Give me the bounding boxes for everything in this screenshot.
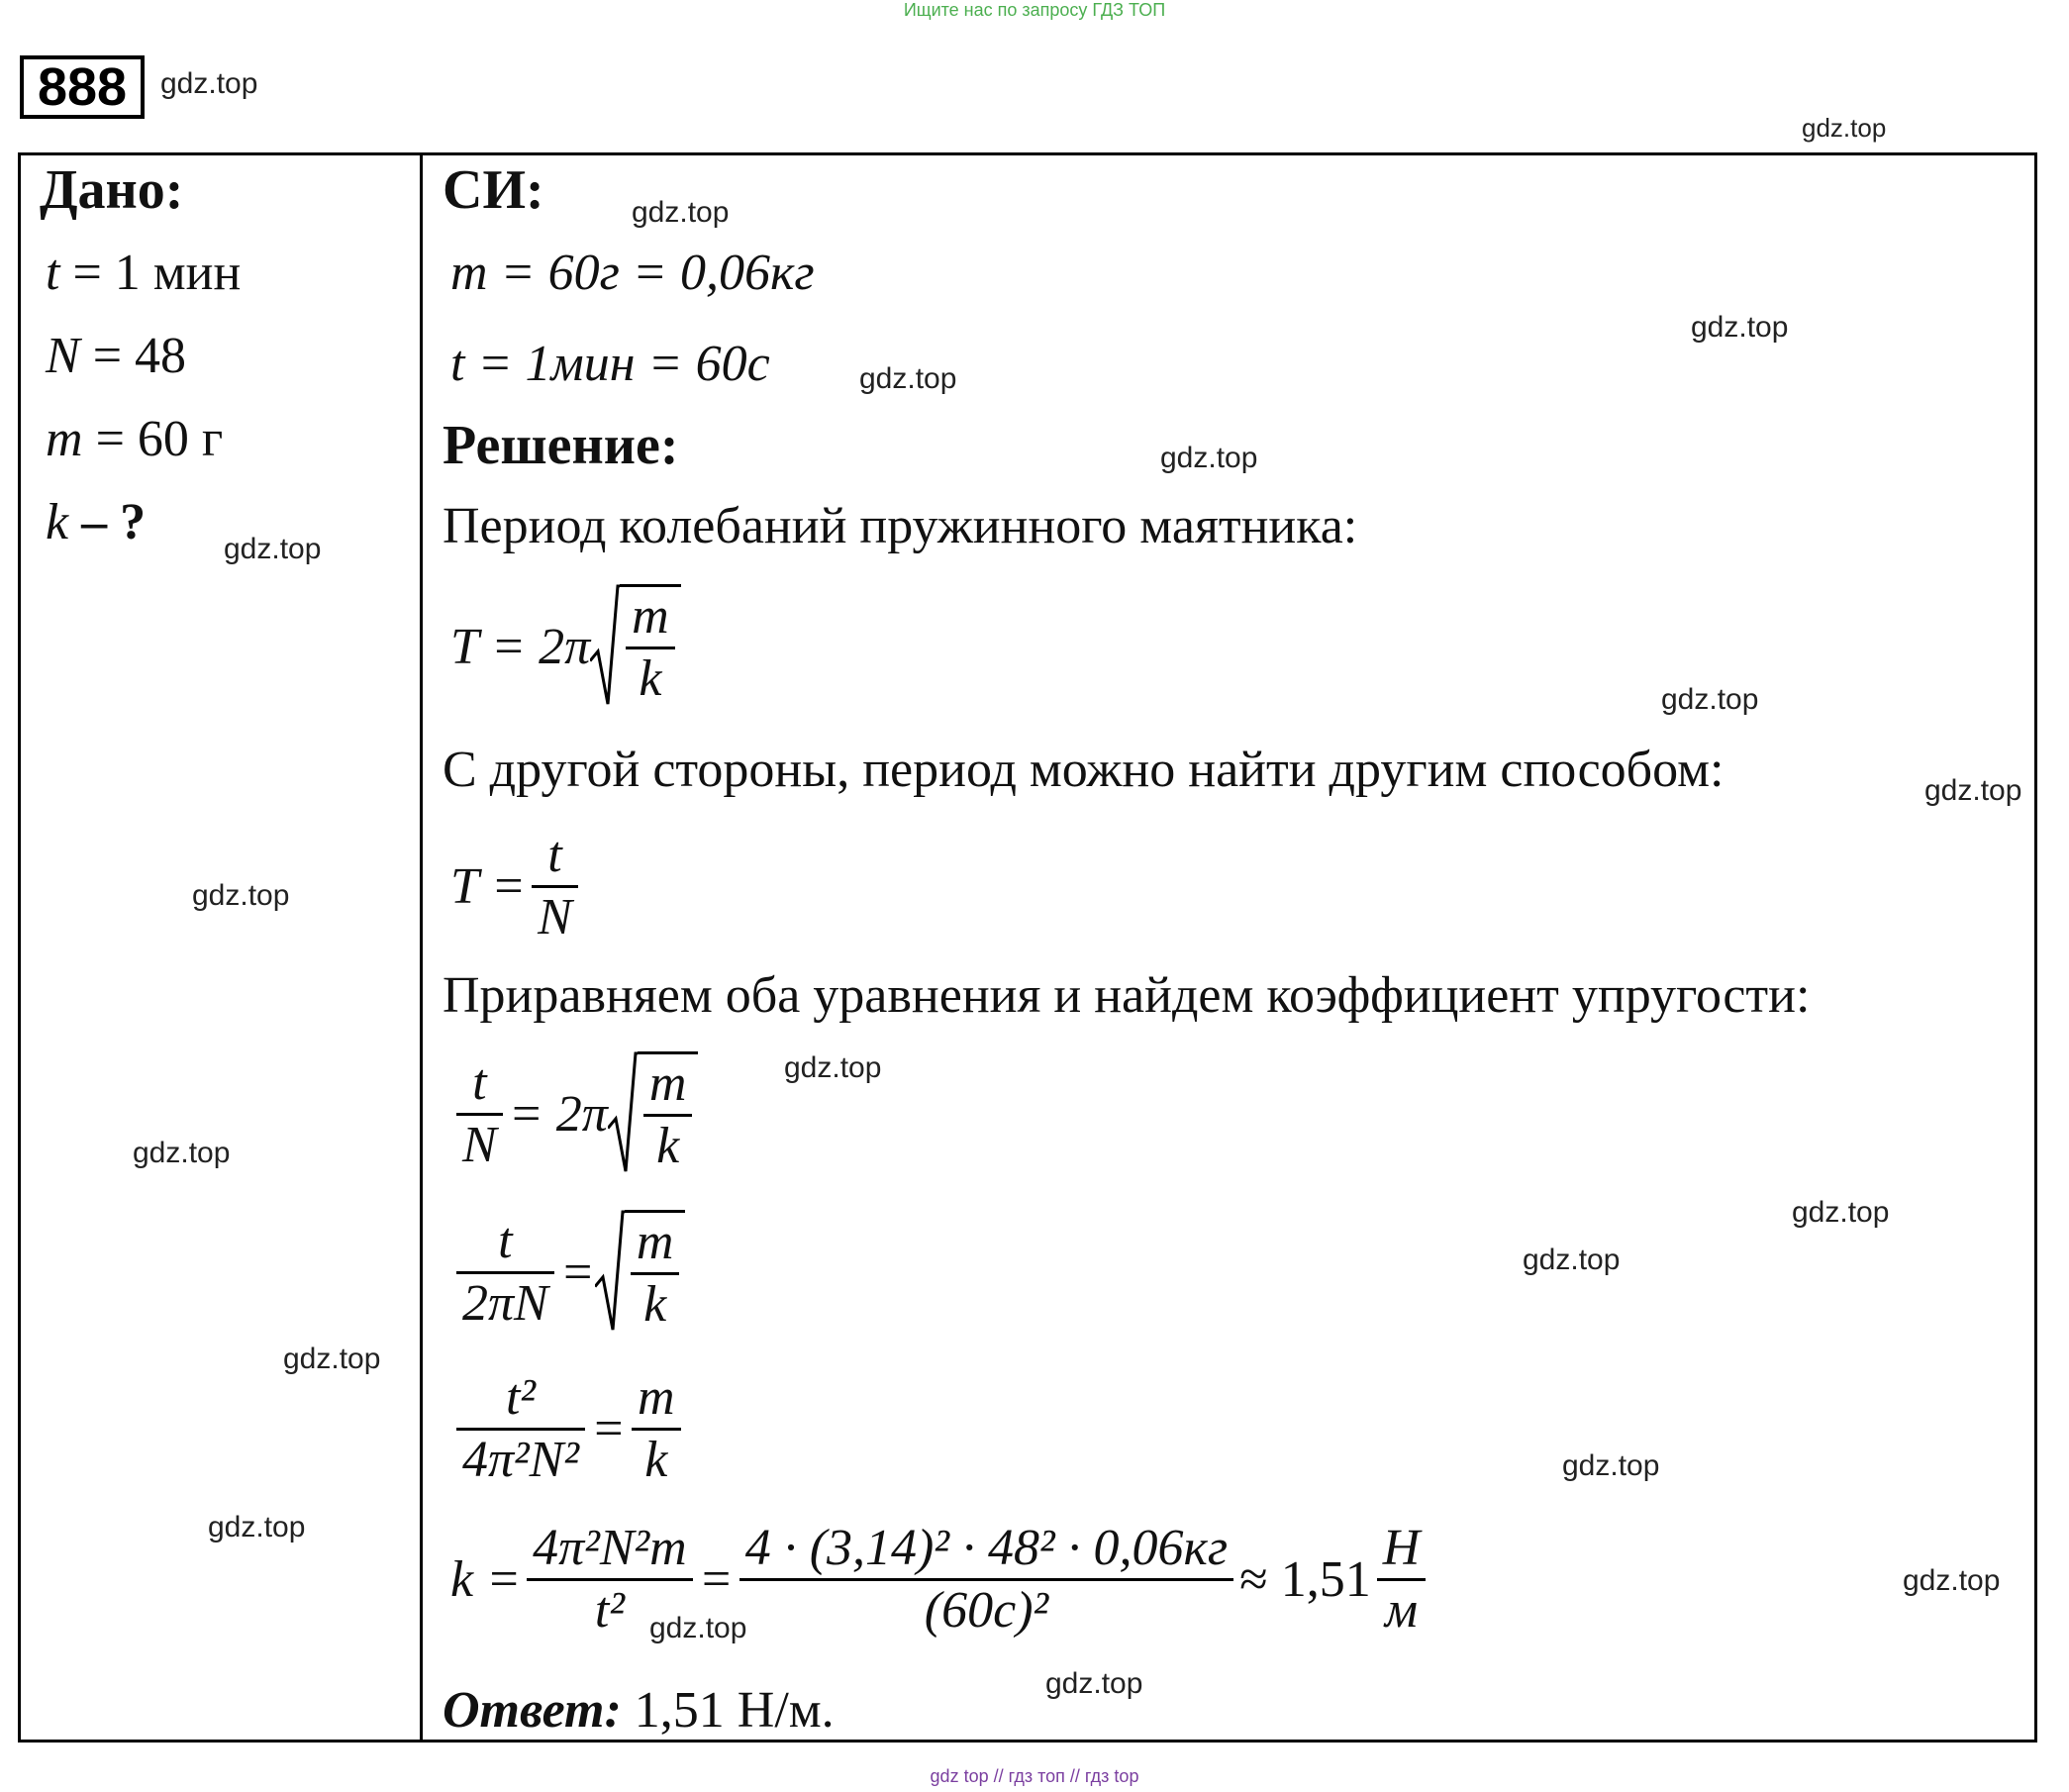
equation-result (450, 1519, 1431, 1641)
frac-den: 2πN (462, 1274, 548, 1332)
eq2-lhs: T = (450, 858, 527, 915)
frac-num: t (456, 1053, 503, 1116)
frac-den: k (644, 1432, 668, 1488)
frac-den: k (639, 650, 662, 707)
eq6-lhs: k = (450, 1551, 522, 1608)
watermark: gdz.top (1045, 1667, 1143, 1700)
given-k-val: – ? (81, 494, 147, 550)
solution-frame (18, 152, 2037, 1742)
eq1-lhs: T = 2π (450, 618, 591, 675)
watermark: gdz.top (1924, 774, 2022, 807)
equation-squared (450, 1368, 687, 1490)
watermark: gdz.top (1661, 683, 1759, 716)
si-heading: СИ: (443, 159, 544, 221)
top-banner: Ищите нас по запросу ГДЗ ТОП (903, 0, 1166, 20)
frac-num: m (632, 1368, 681, 1431)
answer-line (443, 1681, 835, 1740)
answer-value: 1,51 Н/м. (634, 1682, 835, 1739)
watermark: gdz.top (192, 879, 290, 912)
eq3-rhs: = 2π (508, 1085, 608, 1143)
watermark: gdz.top (208, 1511, 306, 1543)
given-heading: Дано: (40, 159, 184, 221)
watermark: gdz.top (632, 196, 730, 229)
equation-isolate-sqrt (450, 1210, 685, 1335)
watermark: gdz.top (1802, 113, 1887, 143)
watermark: gdz.top (1792, 1196, 1890, 1229)
unit-num: Н (1377, 1519, 1427, 1581)
frac-den: t² (594, 1582, 625, 1639)
sqrt-symbol (590, 584, 681, 709)
given-m-val: = 60 г (95, 411, 224, 467)
frac-den: k (656, 1118, 680, 1174)
watermark: gdz.top (1160, 442, 1258, 474)
given-k-var: k (46, 494, 69, 550)
given-t (46, 244, 241, 302)
watermark: gdz.top (160, 67, 258, 100)
frac-num: t (456, 1212, 554, 1274)
watermark: gdz.top (1562, 1449, 1660, 1482)
frac-den: k (643, 1276, 667, 1333)
watermark: gdz.top (1523, 1244, 1621, 1276)
watermark: gdz.top (1691, 311, 1789, 344)
eq6-equals: = (698, 1551, 734, 1608)
given-k (46, 493, 146, 551)
equation-period-count (450, 826, 584, 947)
watermark: gdz.top (784, 1051, 882, 1084)
frac-num: 4 · (3,14)² · 48² · 0,06кг (739, 1519, 1233, 1581)
si-line-1: m = 60г = 0,06кг (450, 245, 815, 301)
eq5-equals: = (590, 1401, 627, 1457)
given-N (46, 327, 186, 385)
watermark: gdz.top (649, 1612, 747, 1644)
sqrt-symbol (608, 1051, 699, 1176)
given-N-var: N (46, 328, 80, 384)
frac-num: t (532, 826, 578, 888)
frac-num: m (631, 1213, 680, 1275)
si-line-2: t = 1мин = 60с (450, 336, 770, 392)
frac-num: m (626, 587, 675, 649)
eq4-equals: = (559, 1244, 595, 1301)
watermark: gdz.top (224, 533, 322, 565)
sqrt-symbol (595, 1210, 686, 1335)
watermark: gdz.top (1903, 1564, 2001, 1597)
frac-num: 4π²N²m (527, 1519, 692, 1581)
given-N-val: = 48 (92, 328, 187, 384)
answer-label: Ответ: (443, 1682, 622, 1739)
equation-equate (450, 1051, 698, 1176)
eq6-approx: ≈ 1,51 (1239, 1551, 1371, 1608)
frac-den: (60с)² (924, 1582, 1049, 1639)
frac-num: t² (456, 1368, 585, 1431)
task-number: 888 (20, 55, 145, 119)
solution-text-2: С другой стороны, период можно найти другим способом: (443, 742, 1724, 798)
watermark: gdz.top (283, 1343, 381, 1375)
given-t-var: t (46, 245, 60, 301)
given-m-var: m (46, 411, 83, 467)
given-m (46, 410, 223, 468)
frac-num: m (643, 1054, 693, 1117)
frac-den: N (462, 1116, 497, 1173)
watermark: gdz.top (859, 362, 957, 395)
solution-heading: Решение: (443, 415, 679, 476)
given-t-val: = 1 мин (72, 245, 242, 301)
solution-text-1: Период колебаний пружинного маятника: (443, 498, 1358, 554)
frac-den: N (538, 889, 572, 946)
watermark: gdz.top (133, 1137, 231, 1169)
frac-den: 4π²N² (462, 1432, 579, 1488)
solution-text-3: Приравняем оба уравнения и найдем коэффициент упругости: (443, 967, 1811, 1024)
column-divider (420, 152, 423, 1742)
unit-den: м (1384, 1582, 1419, 1639)
equation-period-spring (450, 584, 681, 709)
bottom-banner: gdz top // гдз топ // гдз top (930, 1766, 1139, 1786)
